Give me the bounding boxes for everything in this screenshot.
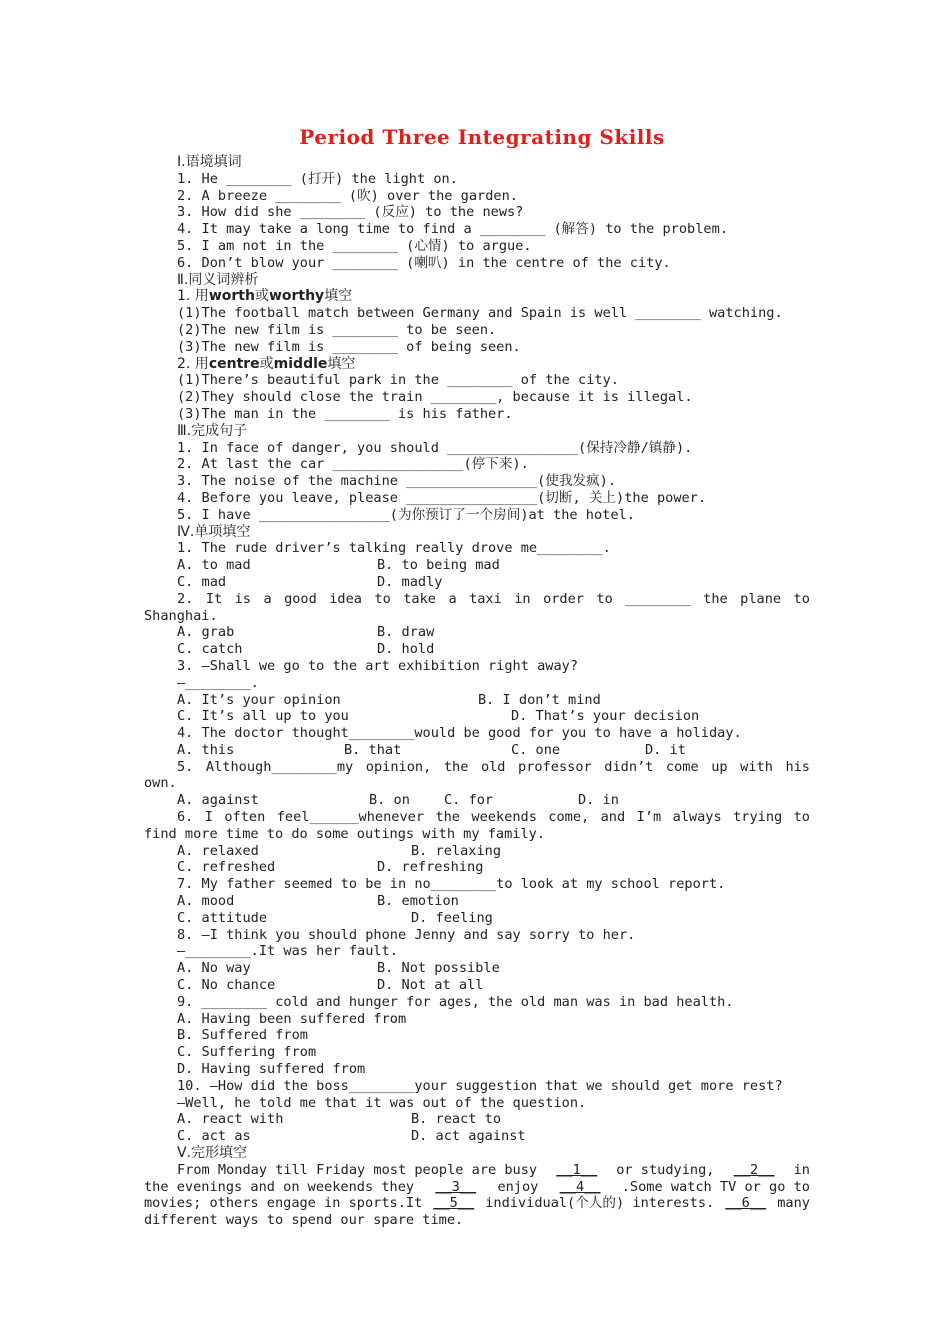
fill-item: 1. He ________ (打开) the light on. xyxy=(177,170,458,187)
option-a: A. to mad xyxy=(177,557,251,574)
sentence-item: 4. Before you leave, please ________________(切断, 关上)the power. xyxy=(177,489,707,506)
option-b: B. relaxing xyxy=(411,842,502,859)
question-stem-cont: find more time to do some outings with my family. xyxy=(144,825,546,842)
question-stem: 7. My father seemed to be in no________to look at my school report. xyxy=(177,876,726,893)
passage-text: or studying, xyxy=(616,1161,715,1178)
option-row xyxy=(144,843,810,860)
option-row xyxy=(144,708,810,725)
option-row xyxy=(144,742,810,759)
page-title: Period Three Integrating Skills xyxy=(299,125,665,149)
option-row xyxy=(144,574,810,591)
passage-line xyxy=(144,1195,810,1212)
question-stem: 5. Although________my opinion, the old professor didn’t come up with his xyxy=(177,758,810,775)
sub-suffix: 填空 xyxy=(327,355,356,372)
section-heading-3: Ⅲ.完成句子 xyxy=(177,422,248,439)
option-row xyxy=(144,692,810,709)
subheading-centre xyxy=(144,356,810,373)
sub-prefix: 1. 用 xyxy=(177,288,209,305)
fill-item: 4. It may take a long time to find a ________ (解答) to the problem. xyxy=(177,221,728,238)
passage-text: From Monday till Friday most people are busy xyxy=(177,1161,538,1178)
option-c: C. catch xyxy=(177,641,243,658)
option-a: A. Having been suffered from xyxy=(177,1010,407,1027)
question-stem: 8. —I think you should phone Jenny and say sorry to her. xyxy=(177,926,636,943)
option-d: D. madly xyxy=(377,573,443,590)
option-a: A. relaxed xyxy=(177,842,259,859)
option-a: A. this xyxy=(177,741,235,758)
blank-4: __4__ xyxy=(559,1178,601,1195)
option-d: D. feeling xyxy=(411,909,493,926)
option-c: C. attitude xyxy=(177,909,268,926)
option-row xyxy=(144,910,810,927)
sentence-item: 5. I have ________________(为你预订了一个房间)at the hotel. xyxy=(177,506,635,523)
passage-text: enjoy xyxy=(497,1178,539,1195)
option-a: A. It’s your opinion xyxy=(177,691,341,708)
question-stem-cont: —________. xyxy=(177,674,259,691)
option-c: C. It’s all up to you xyxy=(177,708,349,725)
option-d: D. hold xyxy=(377,641,435,658)
option-row xyxy=(144,641,810,658)
keyword: worthy xyxy=(268,288,325,305)
sentence-item: 1. In face of danger, you should ________________(保持冷静/镇静). xyxy=(177,439,693,456)
question-stem: 1. The rude driver’s talking really drove me________. xyxy=(177,540,611,557)
option-a: A. grab xyxy=(177,624,235,641)
subheading-worth xyxy=(144,288,810,305)
option-c: C. act as xyxy=(177,1128,251,1145)
option-row xyxy=(144,1128,810,1145)
option-row xyxy=(144,893,810,910)
question-stem: 4. The doctor thought________would be good for you to have a holiday. xyxy=(177,725,742,742)
option-d: D. it xyxy=(645,741,686,758)
sentence-item: 3. The noise of the machine ________________(使我发疯). xyxy=(177,473,617,490)
section-heading-2: Ⅱ.同义词辨析 xyxy=(177,271,259,288)
option-d: D. refreshing xyxy=(377,859,484,876)
sentence-item: 2. At last the car ________________(停下来). xyxy=(177,456,529,473)
option-row xyxy=(144,624,810,641)
passage-text: many xyxy=(777,1195,810,1212)
option-c: C. one xyxy=(511,741,561,758)
sub-prefix: 2. 用 xyxy=(177,355,209,372)
option-a: A. react with xyxy=(177,1111,284,1128)
worksheet xyxy=(144,120,810,1229)
option-row xyxy=(144,977,810,994)
option-c: C. No chance xyxy=(177,977,276,994)
connector: 或 xyxy=(259,355,274,372)
option-c: C. Suffering from xyxy=(177,1044,317,1061)
option-d: D. in xyxy=(578,792,619,809)
passage-line xyxy=(144,1162,810,1179)
option-b: B. on xyxy=(369,792,410,809)
passage-text: .Some watch TV or go to xyxy=(621,1178,810,1195)
option-a: A. No way xyxy=(177,960,251,977)
blank-6: __6__ xyxy=(725,1195,767,1212)
passage-text: the evenings and on weekends they xyxy=(144,1178,415,1195)
option-b: B. emotion xyxy=(377,893,459,910)
passage-text: in xyxy=(793,1161,810,1178)
fill-item: (1)There’s beautiful park in the ________ of the city. xyxy=(177,372,619,389)
question-stem-cont: —________.It was her fault. xyxy=(177,943,398,960)
option-row xyxy=(144,960,810,977)
option-b: B. I don’t mind xyxy=(478,691,601,708)
question-stem: 9. ________ cold and hunger for ages, the old man was in bad health. xyxy=(177,993,734,1010)
option-d: D. That’s your decision xyxy=(511,708,700,725)
blank-2: __2__ xyxy=(733,1161,775,1178)
question-stem: 2. It is a good idea to take a taxi in order to ________ the plane to xyxy=(177,590,810,607)
option-d: D. Not at all xyxy=(377,977,484,994)
question-stem: 10. —How did the boss________your suggestion that we should get more rest? xyxy=(177,1077,783,1094)
option-c: C. for xyxy=(444,792,494,809)
option-b: B. Suffered from xyxy=(177,1027,308,1044)
passage-text: movies; others engage in sports.It xyxy=(144,1195,423,1212)
question-stem-cont: —Well, he told me that it was out of the question. xyxy=(177,1094,587,1111)
option-b: B. Not possible xyxy=(377,960,500,977)
section-heading-5: Ⅴ.完形填空 xyxy=(177,1145,248,1162)
passage-line xyxy=(144,1179,810,1196)
fill-item: (2)They should close the train ________, because it is illegal. xyxy=(177,389,693,406)
option-a: A. mood xyxy=(177,893,235,910)
option-c: C. mad xyxy=(177,573,227,590)
option-a: A. against xyxy=(177,792,259,809)
fill-item: 5. I am not in the ________ (心情) to argue. xyxy=(177,237,532,254)
question-stem-cont: own. xyxy=(144,775,177,792)
keyword: middle xyxy=(273,355,328,372)
fill-item: (2)The new film is ________ to be seen. xyxy=(177,321,497,338)
option-d: D. act against xyxy=(411,1128,526,1145)
option-d: D. Having suffered from xyxy=(177,1061,366,1078)
fill-item: (3)The man in the ________ is his father. xyxy=(177,405,513,422)
blank-3: __3__ xyxy=(435,1178,477,1195)
option-row xyxy=(144,1111,810,1128)
keyword: centre xyxy=(208,355,260,372)
fill-item: 3. How did she ________ (反应) to the news? xyxy=(177,204,524,221)
fill-item: (1)The football match between Germany and Spain is well ________ watching. xyxy=(177,305,783,322)
fill-item: 2. A breeze ________ (吹) over the garden. xyxy=(177,187,518,204)
connector: 或 xyxy=(254,288,269,305)
blank-1: __1__ xyxy=(556,1161,598,1178)
fill-item: 6. Don’t blow your ________ (喇叭) in the centre of the city. xyxy=(177,254,671,271)
question-stem: 6. I often feel______whenever the weekends come, and I’m always trying to xyxy=(177,809,810,826)
question-stem-cont: Shanghai. xyxy=(144,607,218,624)
passage-line: different ways to spend our spare time. xyxy=(144,1212,464,1229)
fill-item: (3)The new film is ________ of being seen. xyxy=(177,338,521,355)
keyword: worth xyxy=(208,288,255,305)
sub-suffix: 填空 xyxy=(324,288,353,305)
option-row xyxy=(144,792,810,809)
option-row xyxy=(144,557,810,574)
blank-5: __5__ xyxy=(433,1195,475,1212)
option-b: B. draw xyxy=(377,624,435,641)
option-b: B. that xyxy=(344,741,402,758)
option-c: C. refreshed xyxy=(177,859,276,876)
passage-text: individual(个人的) interests. xyxy=(485,1195,715,1212)
section-heading-1: Ⅰ.语境填词 xyxy=(177,154,242,170)
question-stem: 3. —Shall we go to the art exhibition right away? xyxy=(177,657,579,674)
option-b: B. react to xyxy=(411,1111,502,1128)
option-b: B. to being mad xyxy=(377,557,500,574)
section-heading-4: Ⅳ.单项填空 xyxy=(177,523,251,540)
option-row xyxy=(144,859,810,876)
